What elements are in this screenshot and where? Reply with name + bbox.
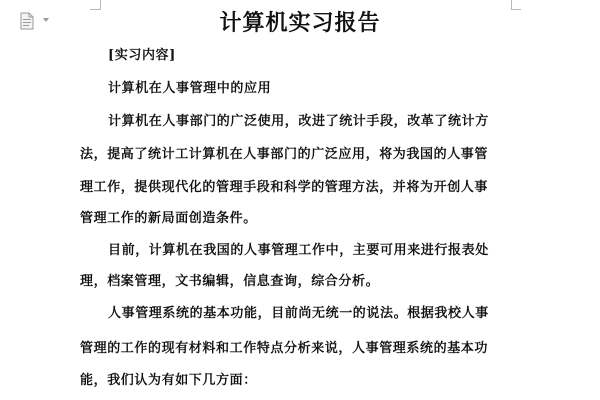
paragraph-line: 管理的工作的现有材料和工作特点分析来说，人事管理系统的基本功 [80, 341, 489, 356]
paragraph-line: 人事管理系统的基本功能，目前尚无统一的说法。根据我校人事 [108, 306, 489, 321]
paragraph-line: 计算机在人事部门的广泛使用，改进了统计手段，改革了统计方 [108, 114, 489, 129]
paragraph-line: 目前，计算机在我国的人事管理工作中，主要可用来进行报表处 [108, 243, 489, 258]
paragraph-line: 理工作，提供现代化的管理手段和科学的管理方法，并将为开创人事 [80, 180, 489, 195]
paragraph-line: 能，我们认为有如下几方面： [80, 373, 257, 388]
section-heading: [实习内容] [108, 48, 176, 63]
subheading: 计算机在人事管理中的应用 [108, 81, 272, 96]
paragraph-line: 管理工作的新局面创造条件。 [80, 211, 257, 226]
paragraph-line: 法，提高了统计工计算机在人事部门的广泛应用，将为我国的人事管 [80, 147, 489, 162]
paragraph-line: 理，档案管理，文书编辑，信息查询，综合分析。 [80, 274, 380, 289]
document-title: 计算机实习报告 [219, 10, 381, 36]
